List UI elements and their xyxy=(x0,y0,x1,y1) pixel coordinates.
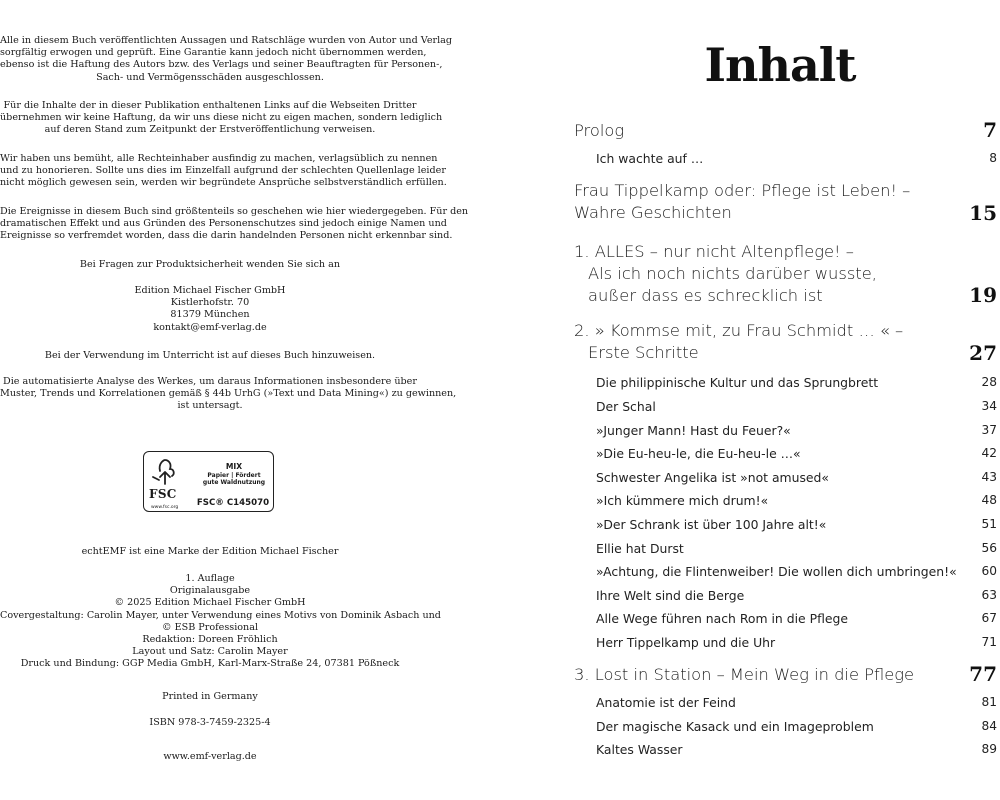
fsc-license-code: FSC® C145070 xyxy=(196,498,270,508)
toc-entry-page: 81 xyxy=(981,695,997,709)
isbn xyxy=(0,717,420,729)
fsc-mix-logo xyxy=(143,451,274,512)
text-line: übernehmen wir keine Haftung, da wir uns diese nicht zu eigen machen, sondern lediglich xyxy=(0,112,443,124)
text-line: Edition Michael Fischer GmbH xyxy=(134,285,286,296)
toc-entry-page: 48 xyxy=(981,493,997,507)
text-line: Redaktion: Doreen Fröhlich xyxy=(142,634,278,646)
text-line: Für die Inhalte der in dieser Publikation enthaltenen Links auf die Webseiten Dritter xyxy=(3,100,417,111)
website xyxy=(0,751,420,763)
toc-entry-title: Ellie hat Durst xyxy=(596,541,684,556)
text-line: Covergestaltung: Carolin Mayer, unter Verwendung eines Motivs von Dominik Asbach und xyxy=(0,609,441,621)
product-safety-note xyxy=(0,259,420,271)
text-line: Ereignisse so verfremdet worden, dass die darin handelnden Personen nicht erkennbar sind. xyxy=(0,230,453,242)
imprint-page xyxy=(0,0,469,800)
toc-entry-page: 34 xyxy=(981,399,997,413)
toc-entry-title: Anatomie ist der Feind xyxy=(596,695,736,710)
text-line: Originalausgabe xyxy=(169,585,251,597)
toc-entry-title: Herr Tippelkamp und die Uhr xyxy=(596,635,776,650)
text-line: www.emf-verlag.de xyxy=(163,751,257,762)
toc-entry-page: 89 xyxy=(981,742,997,756)
toc-entry-page: 8 xyxy=(989,151,997,165)
text-line: ebenso ist die Haftung des Autors bzw. des Verlags und seiner Beauftragten für Personen-, xyxy=(0,59,443,71)
brand-note xyxy=(0,546,420,558)
toc-entry-page: 60 xyxy=(981,564,997,578)
toc-entry-title: Die philippinische Kultur und das Sprungbrett xyxy=(596,375,879,390)
classroom-note xyxy=(0,350,420,362)
toc-entry-page: 71 xyxy=(981,635,997,649)
text-line: Alle in diesem Buch veröffentlichten Aussagen und Ratschläge wurden von Autor und Verlag xyxy=(0,35,453,46)
text-line: Layout und Satz: Carolin Mayer xyxy=(132,646,288,658)
text-line: 1. ALLES – nur nicht Altenpflege! – xyxy=(574,242,854,261)
text-line: Bei der Verwendung im Unterricht ist auf dieses Buch hinzuweisen. xyxy=(44,350,376,361)
fsc-letters: FSC xyxy=(149,487,177,501)
text-line: Printed in Germany xyxy=(162,691,258,702)
text-line: Erste Schritte xyxy=(588,343,699,362)
toc-entry-page: 28 xyxy=(981,375,997,389)
toc-entry-title: »Die Eu-heu-le, die Eu-heu-le …« xyxy=(596,446,801,461)
toc-page xyxy=(560,0,1000,800)
toc-entry-title xyxy=(574,180,910,224)
toc-entry-page: 19 xyxy=(969,283,997,307)
text-line: Sach- und Vermögensschäden ausgeschlossen. xyxy=(96,71,324,83)
toc-entry-page: 15 xyxy=(969,201,997,225)
text-line: Kistlerhofstr. 70 xyxy=(170,297,250,309)
text-line: Frau Tippelkamp oder: Pflege ist Leben! – xyxy=(574,181,911,200)
events-note xyxy=(0,206,469,243)
text-line: © ESB Professional xyxy=(161,621,259,633)
links-disclaimer xyxy=(0,100,443,137)
toc-entry-title: Kaltes Wasser xyxy=(596,742,683,757)
text-line: außer dass es schrecklich ist xyxy=(588,286,823,305)
legal-disclaimer xyxy=(0,35,453,84)
text-line: 2. » Kommse mit, zu Frau Schmidt … « – xyxy=(574,321,904,340)
toc-entry-page: 42 xyxy=(981,446,997,460)
text-line: auf deren Stand zum Zeitpunkt der Erstveröffentlichung verweisen. xyxy=(44,124,376,136)
toc-entry-title: Ihre Welt sind die Berge xyxy=(596,588,745,603)
toc-entry-title: »Junger Mann! Hast du Feuer?« xyxy=(596,423,791,438)
toc-entry-title: »Ich kümmere mich drum!« xyxy=(596,493,769,508)
toc-title: Inhalt xyxy=(704,38,856,92)
toc-entry-title: »Der Schrank ist über 100 Jahre alt!« xyxy=(596,517,827,532)
text-line: Wir haben uns bemüht, alle Rechteinhaber ausfindig zu machen, verlagsüblich zu nennen xyxy=(0,153,438,164)
toc-entry-page: 67 xyxy=(981,611,997,625)
text-line: und zu honorieren. Sollte uns dies im Einzelfall aufgrund der schlechten Quellenlage leider xyxy=(0,165,446,177)
text-line: sorgfältig erwogen und geprüft. Eine Garantie kann jedoch nicht übernommen werden, xyxy=(0,47,427,59)
toc-entry-page: 43 xyxy=(981,470,997,484)
fsc-tree-icon xyxy=(150,457,180,487)
email-address: kontakt@emf-verlag.de xyxy=(153,321,267,333)
text-line: 1. Auflage xyxy=(185,573,235,584)
text-line: Muster, Trends und Korrelationen gemäß § 44b UrhG (»Text und Data Mining«) zu gewinnen, xyxy=(0,388,457,400)
toc-entry-page: 84 xyxy=(981,719,997,733)
toc-entry-title: Ich wachte auf … xyxy=(596,151,704,166)
printed-in xyxy=(0,691,420,703)
publisher-address xyxy=(0,285,420,334)
toc-entry-title: 3. Lost in Station – Mein Weg in die Pflege xyxy=(574,665,915,684)
text-line: dramatischen Effekt und aus Gründen des Personenschutzes sind jedoch einige Namen und xyxy=(0,218,447,230)
text-line: © 2025 Edition Michael Fischer GmbH xyxy=(114,597,306,609)
toc-entry-page: 63 xyxy=(981,588,997,602)
toc-entry-title: Der magische Kasack und ein Imageproblem xyxy=(596,719,874,734)
toc-entry-page: 37 xyxy=(981,423,997,437)
text-line: echtEMF ist eine Marke der Edition Michael Fischer xyxy=(81,546,339,557)
text-line: gute Waldnutzung xyxy=(202,479,266,486)
text-line: Als ich noch nichts darüber wusste, xyxy=(588,264,877,283)
toc-entry-title xyxy=(574,241,877,307)
toc-entry-title: »Achtung, die Flintenweiber! Die wollen dich umbringen!« xyxy=(596,564,957,579)
fsc-url: www.fsc.org xyxy=(151,505,179,510)
text-line: ISBN 978-3-7459-2325-4 xyxy=(149,717,271,728)
toc-entry-title: Alle Wege führen nach Rom in die Pflege xyxy=(596,611,848,626)
toc-entry-page: 56 xyxy=(981,541,997,555)
text-line: Druck und Bindung: GGP Media GmbH, Karl-Marx-Straße 24, 07381 Pößneck xyxy=(20,658,400,670)
toc-entry-page: 27 xyxy=(969,341,997,365)
text-line: ist untersagt. xyxy=(177,400,243,412)
text-line: Papier | Fördert xyxy=(207,472,261,479)
tdm-note xyxy=(0,376,457,413)
toc-entry-title: Prolog xyxy=(574,121,625,140)
text-line: Bei Fragen zur Produktsicherheit wenden Sie sich an xyxy=(79,259,341,270)
text-line: Die Ereignisse in diesem Buch sind größtenteils so geschehen wie hier wiedergegeben. Für den xyxy=(0,206,469,217)
toc-entry-page: 7 xyxy=(983,118,997,142)
text-line: 81379 München xyxy=(170,309,250,321)
toc-entry-title: Schwester Angelika ist »not amused« xyxy=(596,470,829,485)
text-line: Die automatisierte Analyse des Werkes, um daraus Informationen insbesondere über xyxy=(3,376,417,387)
rights-holders-note xyxy=(0,153,447,190)
toc-entry-title: Der Schal xyxy=(596,399,656,414)
fsc-mix-label: MIX xyxy=(225,462,243,471)
fsc-mix-subtitle xyxy=(196,472,272,486)
toc-entry-title xyxy=(574,320,903,364)
text-line: nicht möglich gewesen sein, werden wir begründete Ansprüche selbstverständlich erfüllen. xyxy=(0,177,447,189)
toc-entry-page: 77 xyxy=(969,662,997,686)
edition-credits xyxy=(0,573,441,671)
text-line: Wahre Geschichten xyxy=(574,203,732,222)
toc-entry-page: 51 xyxy=(981,517,997,531)
